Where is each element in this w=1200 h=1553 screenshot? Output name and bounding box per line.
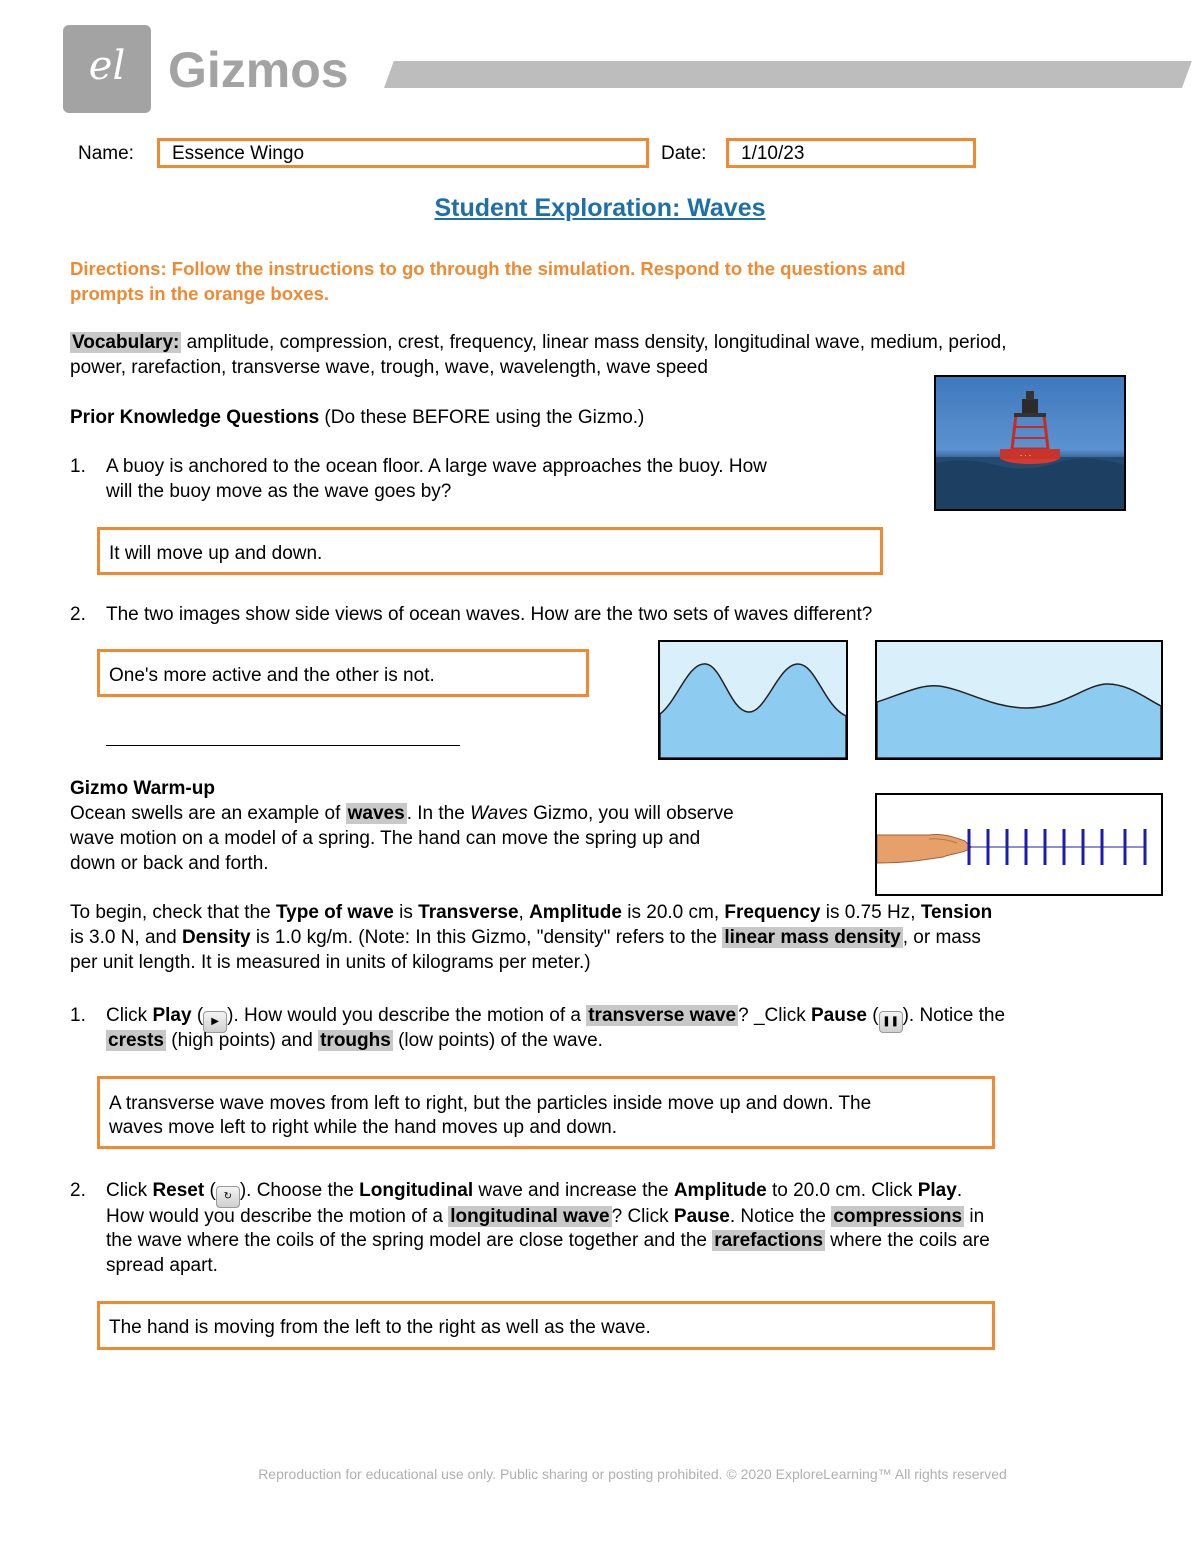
q2-reset-label: Reset bbox=[152, 1180, 205, 1201]
warmup-p1-line-2: wave motion on a model of a spring. The hand can move the spring up and bbox=[70, 828, 701, 849]
name-label: Name: bbox=[78, 143, 134, 164]
buoy-image bbox=[934, 375, 1126, 511]
q2-text-e: to 20.0 cm. Click bbox=[766, 1180, 918, 1201]
warmup-q2-number: 2. bbox=[70, 1180, 86, 1201]
prior-q2-answer-box[interactable] bbox=[97, 649, 589, 697]
warmup-p1-line-1 bbox=[70, 801, 734, 826]
q1-text-f: ). Notice the bbox=[902, 1005, 1006, 1026]
warmup-p2-text-a: To begin, check that the bbox=[70, 902, 276, 923]
warmup-p2-line-1 bbox=[70, 900, 992, 925]
q1-text-g: (high points) and bbox=[166, 1030, 319, 1051]
q2-text-d: wave and increase the bbox=[473, 1180, 674, 1201]
term-compressions: compressions bbox=[833, 1206, 963, 1227]
date-field[interactable] bbox=[726, 138, 976, 168]
vocabulary-label: Vocabulary: bbox=[72, 332, 180, 353]
q1-text-c: ). How would you describe the motion of a bbox=[227, 1005, 587, 1026]
warmup-q1-number: 1. bbox=[70, 1005, 86, 1026]
q1-pause-label: Pause bbox=[810, 1005, 867, 1026]
q1-text-b: ( bbox=[191, 1005, 204, 1026]
reset-icon: ↻ bbox=[216, 1186, 240, 1208]
vocabulary-terms-1: amplitude, compression, crest, frequency, linear mass density, longitudinal wave, medium, period, bbox=[181, 332, 1007, 353]
q2-play-label: Play bbox=[917, 1180, 957, 1201]
q2-amplitude: Amplitude bbox=[673, 1180, 767, 1201]
gizmo-name-italic: Waves bbox=[470, 803, 528, 824]
name-value: Essence Wingo bbox=[172, 143, 305, 164]
prior-q2-answer: One's more active and the other is not. bbox=[109, 665, 435, 686]
term-troughs: troughs bbox=[320, 1030, 391, 1051]
warmup-p1-text-c: Gizmo, you will observe bbox=[527, 803, 734, 824]
warmup-p1-text-b: . In the bbox=[406, 803, 471, 824]
q1-text-a: Click bbox=[106, 1005, 153, 1026]
warmup-p2-text-is: is bbox=[393, 902, 419, 923]
setting-tension: Tension bbox=[920, 902, 993, 923]
amplitude-value: is 20.0 cm, bbox=[621, 902, 725, 923]
frequency-value: is 0.75 Hz, bbox=[820, 902, 921, 923]
setting-density: Density bbox=[181, 927, 251, 948]
warmup-q1-answer-line-2: waves move left to right while the hand moves up and down. bbox=[109, 1117, 618, 1138]
tension-value: is 3.0 N, and bbox=[70, 927, 182, 948]
warmup-q2-line-2 bbox=[106, 1204, 984, 1229]
calm-waves-illustration bbox=[877, 642, 1161, 758]
setting-type-of-wave: Type of wave bbox=[275, 902, 394, 923]
q1-play-label: Play bbox=[152, 1005, 192, 1026]
pause-icon: ❚❚ bbox=[879, 1011, 903, 1033]
q2-text-a: Click bbox=[106, 1180, 153, 1201]
q1-text-h: (low points) of the wave. bbox=[392, 1030, 603, 1051]
calm-waves-image bbox=[875, 640, 1163, 760]
term-transverse-wave: transverse wave bbox=[588, 1005, 737, 1026]
q1-text-d: ? _Click bbox=[738, 1005, 811, 1026]
prior-heading-title: Prior Knowledge Questions bbox=[70, 407, 320, 428]
prior-q1-line-1: A buoy is anchored to the ocean floor. A large wave approaches the buoy. How bbox=[106, 456, 767, 477]
term-crests: crests bbox=[108, 1030, 164, 1051]
q2-l2-text-a: How would you describe the motion of a bbox=[106, 1206, 449, 1227]
q1-text-e: ( bbox=[866, 1005, 879, 1026]
logo-mark-text: el bbox=[88, 43, 126, 89]
play-icon: ▶ bbox=[203, 1011, 227, 1033]
tall-waves-image bbox=[658, 640, 848, 760]
date-label: Date: bbox=[661, 143, 707, 164]
warmup-q2-line-3 bbox=[106, 1228, 990, 1253]
buoy-marking: · · · bbox=[1020, 452, 1032, 460]
q2-l2-text-c: . Notice the bbox=[729, 1206, 832, 1227]
prior-q2-blank-line bbox=[106, 745, 460, 746]
warmup-q1-answer-box[interactable] bbox=[97, 1076, 995, 1149]
q2-text-c: ). Choose the bbox=[239, 1180, 360, 1201]
header-bar bbox=[384, 61, 1192, 88]
term-rarefactions: rarefactions bbox=[714, 1230, 824, 1251]
tall-waves-illustration bbox=[660, 642, 846, 758]
prior-q2-line-1: The two images show side views of ocean waves. How are the two sets of waves different? bbox=[106, 604, 873, 625]
logo-mark bbox=[63, 25, 151, 113]
spring-model-image bbox=[875, 793, 1163, 896]
setting-amplitude: Amplitude bbox=[529, 902, 622, 923]
warmup-q1-line-2 bbox=[106, 1028, 603, 1053]
q2-l3-text-a: the wave where the coils of the spring model are close together and the bbox=[106, 1230, 713, 1251]
q2-l2-text-b: ? Click bbox=[611, 1206, 674, 1227]
q2-l3-text-b: where the coils are bbox=[825, 1230, 990, 1251]
density-note-end: , or mass bbox=[902, 927, 981, 948]
name-field[interactable] bbox=[157, 138, 649, 168]
prior-q1-line-2: will the buoy move as the wave goes by? bbox=[106, 481, 452, 502]
warmup-q2-line-4: spread apart. bbox=[106, 1255, 218, 1276]
warmup-p2-comma: , bbox=[518, 902, 530, 923]
q2-longitudinal: Longitudinal bbox=[359, 1180, 474, 1201]
vocabulary-line-2: power, rarefaction, transverse wave, trough, wave, wavelength, wave speed bbox=[70, 357, 708, 378]
q2-l2-text-d: in bbox=[964, 1206, 985, 1227]
q2-text-b: ( bbox=[204, 1180, 216, 1201]
warmup-p2-line-2 bbox=[70, 925, 981, 950]
buoy-illustration bbox=[936, 377, 1124, 509]
term-linear-mass-density: linear mass density bbox=[724, 927, 901, 948]
setting-frequency: Frequency bbox=[724, 902, 821, 923]
footer-notice: Reproduction for educational use only. Public sharing or posting prohibited. © 2020 ExploreLearning™ All rights reserved bbox=[258, 1466, 1007, 1482]
q2-pause-label: Pause bbox=[673, 1206, 730, 1227]
brand-name: Gizmos bbox=[168, 42, 349, 98]
directions-line-2: prompts in the orange boxes. bbox=[70, 283, 330, 304]
directions-line-1: Directions: Follow the instructions to go through the simulation. Respond to the questions and bbox=[70, 258, 906, 279]
spring-model-illustration bbox=[877, 795, 1161, 894]
prior-q2-number: 2. bbox=[70, 604, 86, 625]
vocabulary-line-1 bbox=[70, 330, 1007, 355]
prior-q1-answer-box[interactable] bbox=[97, 527, 883, 575]
term-waves: waves bbox=[347, 803, 405, 824]
prior-q1-answer: It will move up and down. bbox=[109, 543, 323, 564]
density-note: is 1.0 kg/m. (Note: In this Gizmo, "density" refers to the bbox=[250, 927, 723, 948]
prior-q1-number: 1. bbox=[70, 456, 86, 477]
prior-heading bbox=[70, 405, 644, 430]
warmup-heading: Gizmo Warm-up bbox=[70, 778, 215, 799]
warmup-q2-answer-box[interactable] bbox=[97, 1301, 995, 1350]
page-title: Student Exploration: Waves bbox=[434, 194, 766, 222]
date-value: 1/10/23 bbox=[741, 143, 805, 164]
setting-transverse: Transverse bbox=[418, 902, 519, 923]
term-longitudinal-wave: longitudinal wave bbox=[450, 1206, 610, 1227]
warmup-q1-answer-line-1: A transverse wave moves from left to right, but the particles inside move up and down. The bbox=[109, 1093, 872, 1114]
warmup-p1-text-a: Ocean swells are an example of bbox=[70, 803, 346, 824]
warmup-q2-answer: The hand is moving from the left to the right as well as the wave. bbox=[109, 1317, 651, 1338]
warmup-p2-line-3: per unit length. It is measured in units of kilograms per meter.) bbox=[70, 952, 591, 973]
warmup-p1-line-3: down or back and forth. bbox=[70, 853, 269, 874]
prior-heading-note: (Do these BEFORE using the Gizmo.) bbox=[319, 407, 645, 428]
q2-text-f: . bbox=[956, 1180, 963, 1201]
